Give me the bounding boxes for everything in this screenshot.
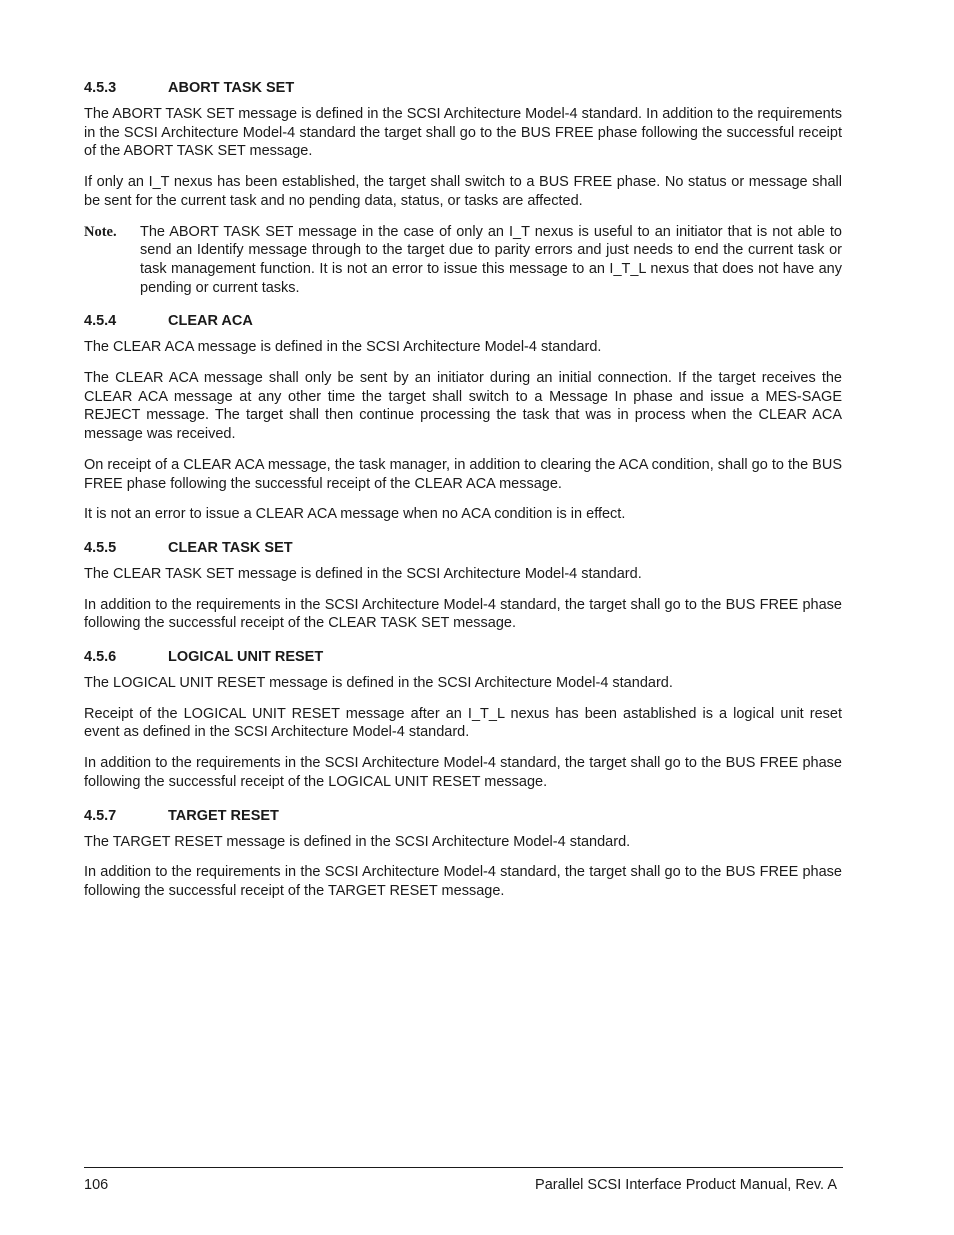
section-heading xyxy=(84,539,842,557)
footer-divider xyxy=(84,1167,843,1168)
section-heading xyxy=(84,648,842,666)
paragraph: The TARGET RESET message is defined in the SCSI Architecture Model-4 standard. xyxy=(84,833,631,850)
section-title: CLEAR TASK SET xyxy=(168,539,293,556)
section-clear-task-set xyxy=(84,539,842,633)
note-label: Note. xyxy=(84,223,117,240)
section-title: CLEAR ACA xyxy=(168,313,253,330)
section-number: 4.5.5 xyxy=(84,539,117,556)
paragraph: Receipt of the LOGICAL UNIT RESET message after an I_T_L nexus has been astablished is a logical unit reset event as defined in the SCSI Architecture Model-4 standard. xyxy=(84,705,842,741)
section-number: 4.5.3 xyxy=(84,80,117,96)
paragraph: If only an I_T nexus has been established, the target shall switch to a BUS FREE phase. No status or message shall be sent for the current task and no pending data, status, or tasks are affected. xyxy=(84,174,842,209)
paragraph: In addition to the requirements in the SCSI Architecture Model-4 standard, the target shall go to the BUS FREE phase following the successful receipt of the CLEAR TASK SET message. xyxy=(84,596,842,632)
section-abort-task-set xyxy=(84,79,842,297)
paragraph: It is not an error to issue a CLEAR ACA message when no ACA condition is in effect. xyxy=(84,506,626,523)
section-title: TARGET RESET xyxy=(168,807,279,824)
manual-title: Parallel SCSI Interface Product Manual, Rev. A xyxy=(535,1177,837,1193)
note xyxy=(84,223,842,298)
page-content xyxy=(84,79,842,913)
note-text: The ABORT TASK SET message in the case of only an I_T nexus is useful to an initiator that is not able to send an Identify message through to the target due to parity errors and just needs to end the current task or task management function. It is not an error to issue this message to an I_T_L nexus that does not have any pending or current tasks. xyxy=(140,223,842,296)
section-heading xyxy=(84,312,842,330)
paragraph: In addition to the requirements in the SCSI Architecture Model-4 standard, the target shall go to the BUS FREE phase following the successful receipt of the LOGICAL UNIT RESET message. xyxy=(84,755,842,790)
section-number: 4.5.4 xyxy=(84,313,117,330)
page-number: 106 xyxy=(84,1177,109,1193)
section-title: ABORT TASK SET xyxy=(168,80,295,96)
section-clear-aca xyxy=(84,312,842,524)
section-logical-unit-reset xyxy=(84,648,842,792)
section-target-reset xyxy=(84,807,842,901)
paragraph: The LOGICAL UNIT RESET message is defined in the SCSI Architecture Model-4 standard. xyxy=(84,675,673,692)
paragraph: In addition to the requirements in the SCSI Architecture Model-4 standard, the target shall go to the BUS FREE phase following the successful receipt of the TARGET RESET message. xyxy=(84,864,842,899)
paragraph: On receipt of a CLEAR ACA message, the task manager, in addition to clearing the ACA condition, shall go to the BUS FREE phase following the successful receipt of the CLEAR ACA message. xyxy=(84,456,842,492)
page-footer xyxy=(84,1176,837,1194)
section-number: 4.5.7 xyxy=(84,807,117,824)
paragraph: The ABORT TASK SET message is defined in the SCSI Architecture Model-4 standard. In addition to the requirements in the SCSI Architecture Model-4 standard the target shall go to the BUS FREE phase following the successful receipt of the ABORT TASK SET message. xyxy=(84,106,842,160)
section-heading xyxy=(84,79,842,97)
paragraph: The CLEAR TASK SET message is defined in the SCSI Architecture Model-4 standard. xyxy=(84,565,642,582)
section-title: LOGICAL UNIT RESET xyxy=(168,649,324,666)
section-number: 4.5.6 xyxy=(84,649,117,666)
paragraph: The CLEAR ACA message shall only be sent by an initiator during an initial connection. If the target receives the CLEAR ACA message at any other time the target shall switch to a Message In phase and issue a MES-SAGE REJECT message. The target shall then continue processing the task that was in process when the CLEAR ACA message was received. xyxy=(84,370,842,443)
paragraph: The CLEAR ACA message is defined in the SCSI Architecture Model-4 standard. xyxy=(84,339,602,356)
section-heading xyxy=(84,807,842,825)
